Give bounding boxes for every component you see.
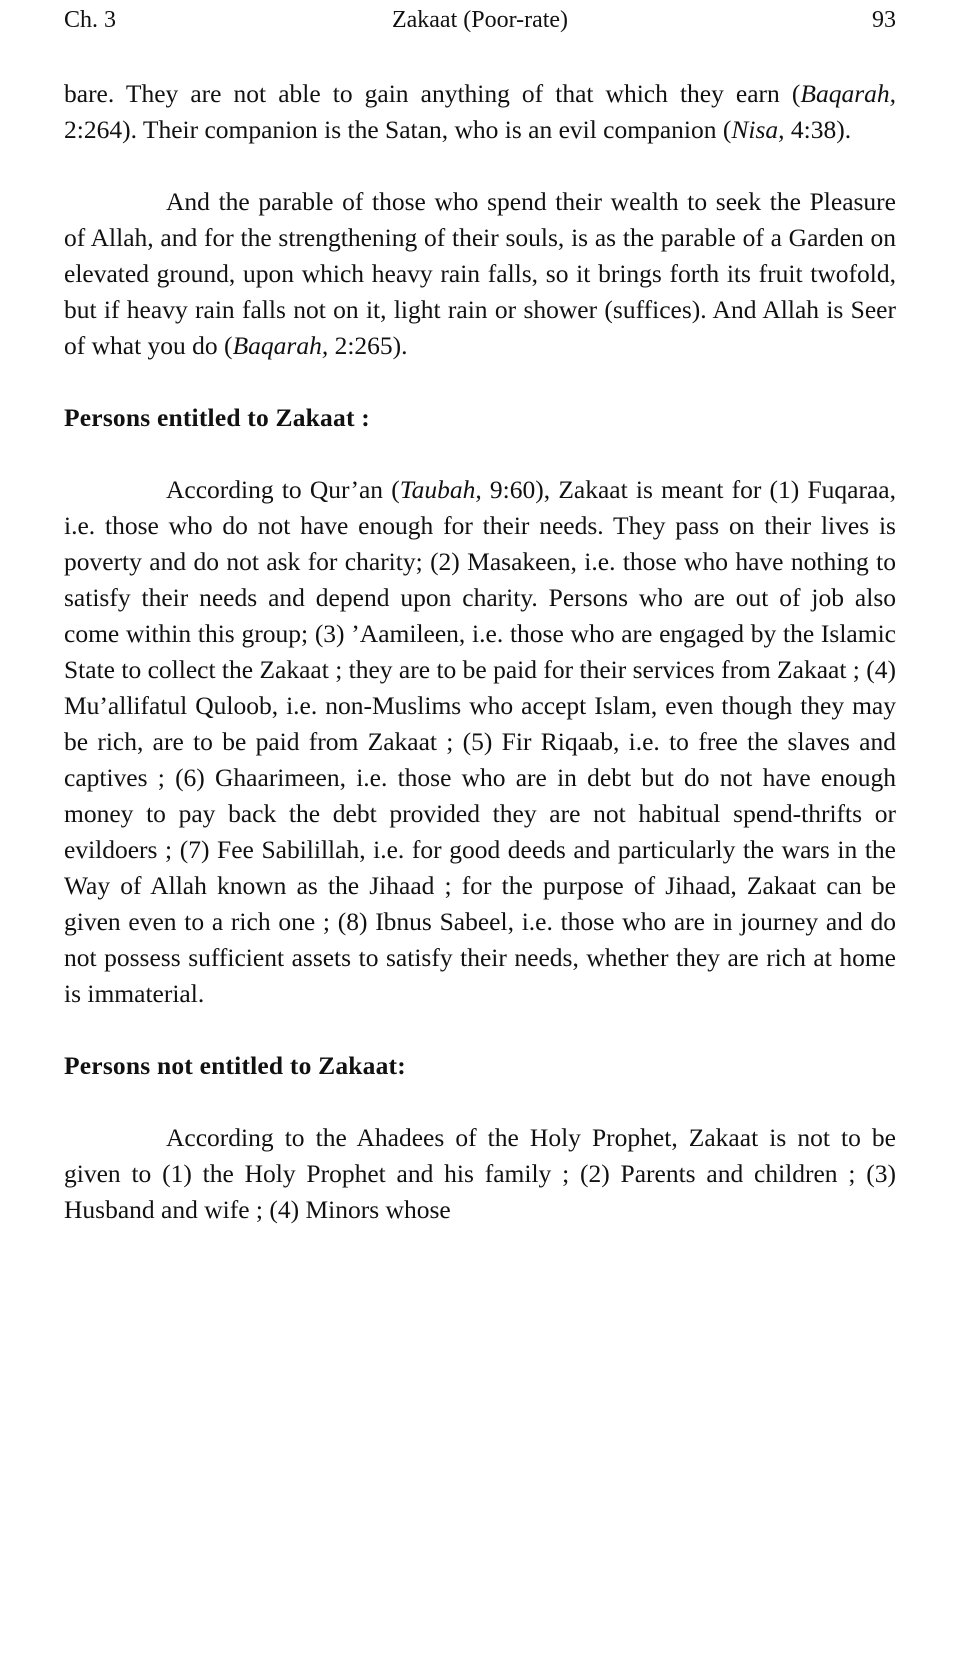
quran-reference: Nisa, [731, 115, 785, 144]
quran-reference: Baqarah, [232, 331, 329, 360]
quran-reference: Baqarah, [800, 79, 896, 108]
text-run: According to Qur’an ( [166, 475, 400, 504]
page-number: 93 [872, 7, 896, 33]
paragraph-not-entitled [64, 1120, 896, 1228]
text-run: 2:265). [328, 331, 408, 360]
section-heading-not-entitled: Persons not entitled to Zakaat: [64, 1051, 406, 1080]
quran-reference: Taubah, [399, 475, 482, 504]
book-page [64, 0, 896, 1228]
paragraph-parable [64, 184, 896, 364]
paragraph-entitled [64, 472, 896, 1012]
paragraph-continuation [64, 76, 896, 148]
text-run: 9:60), Zakaat is meant for (1) Fuqaraa, i.e. those who do not have enough for their needs. They pass on their lives is poverty and do not ask for charity; (2) Masakeen, i.e. those who have nothing to satisfy their needs and depend upon charity. Persons who are out of job also come within this group; (3) ’Aamileen, i.e. those who are engaged by the Islamic State to collect the Zakaat ; they are to be paid for their services from Zakaat ; (4) Mu’allifatul Quloob, i.e. non-Muslims who accept Islam, even though they may be rich, are to be paid from Zakaat ; (5) Fir Riqaab, i.e. to free the slaves and captives ; (6) Ghaarimeen, i.e. those who are in debt but do not have enough money to pay back the debt provided they are not habitual spend-thrifts or evildoers ; (7) Fee Sabilillah, i.e. for good deeds and particularly the wars in the Way of Allah known as the Jihaad ; for the purpose of Jihaad, Zakaat can be given even to a rich one ; (8) Ibnus Sabeel, i.e. those who are in journey and do not possess sufficient assets to satisfy their needs, whether they are rich at home is immaterial. [64, 475, 896, 1008]
text-run: 4:38). [784, 115, 852, 144]
text-run: bare. They are not able to gain anything of that which they earn ( [64, 79, 801, 108]
text-run: 2:264). Their companion is the Satan, who is an evil companion ( [64, 115, 732, 144]
text-run: According to the Ahadees of the Holy Prophet, Zakaat is not to be given to (1) the Holy Prophet and his family ; (2) Parents and children ; (3) Husband and wife ; (4) Minors whose [64, 1123, 896, 1224]
running-title: Zakaat (Poor-rate) [391, 7, 569, 33]
text-run: And the parable of those who spend their wealth to seek the Pleasure of Allah, and for the strengthening of their souls, is as the parable of a Garden on elevated ground, upon which heavy rain falls, so it brings forth its fruit twofold, but if heavy rain falls not on it, light rain or shower (suffices). And Allah is Seer of what you do ( [64, 187, 896, 360]
running-header [64, 0, 896, 40]
chapter-label: Ch. 3 [64, 7, 117, 33]
section-heading-entitled: Persons entitled to Zakaat : [64, 403, 370, 432]
